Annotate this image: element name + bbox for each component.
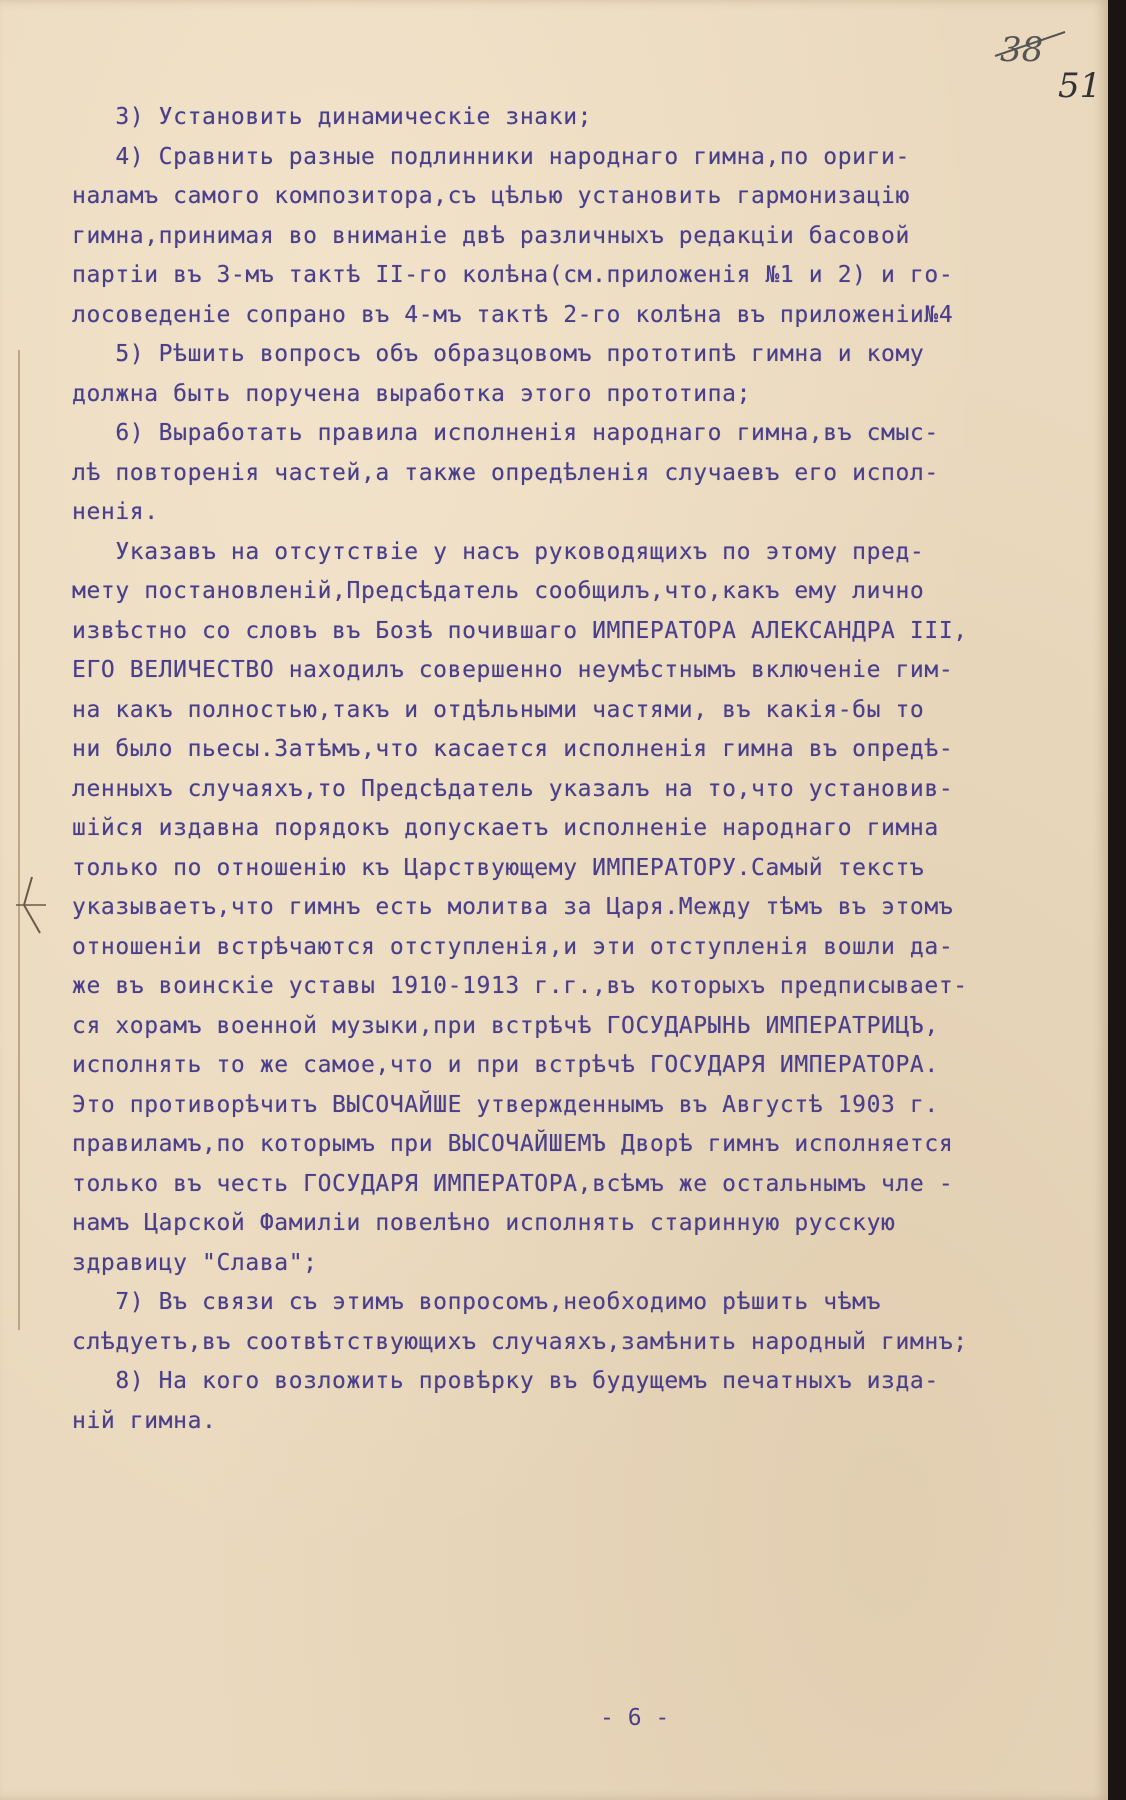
text-line: наламъ самого композитора,съ цѣлью установить гармонизацію [72, 183, 910, 209]
text-line: только по отношенію къ Царствующему ИМПЕРАТОРУ.Самый текстъ [72, 854, 925, 881]
text-line: намъ Царской Фамиліи повелѣно исполнять старинную русскую [72, 1210, 896, 1236]
old-folio-number: 38 [1000, 30, 1044, 70]
text-line: же въ воинскіе уставы 1910-1913 г.г.,въ которыхъ предписывает- [72, 973, 968, 999]
text-line: 3) Установить динамическіе знаки; [72, 104, 593, 130]
typed-body-text [72, 98, 1112, 1441]
text-line: ни было пьесы.Затѣмъ,что касается исполненія гимна въ опредѣ- [72, 736, 954, 762]
text-line: извѣстно со словъ въ Бозѣ почившаго ИМПЕРАТОРА АЛЕКСАНДРА III, [72, 617, 968, 644]
text-line: 7) Въ связи съ этимъ вопросомъ,необходимо рѣшить чѣмъ [72, 1289, 882, 1315]
text-line: ній гимна. [72, 1407, 217, 1434]
text-line: 4) Сравнить разные подлинники народнаго гимна,по ориги- [72, 143, 910, 170]
binding-stitch-icon [10, 875, 50, 935]
text-line: 8) На кого возложить провѣрку въ будущемъ печатныхъ изда- [72, 1368, 939, 1394]
text-line: гимна,принимая во вниманіе двѣ различныхъ редакціи басовой [72, 222, 910, 249]
text-line: исполнять то же самое,что и при встрѣчѣ ГОСУДАРЯ ИМПЕРАТОРА. [72, 1052, 939, 1078]
binding-edge [18, 350, 20, 1330]
text-line: 5) Рѣшить вопросъ объ образцовомъ прототипѣ гимна и кому [72, 341, 925, 367]
folio-number: 51 [1058, 66, 1102, 106]
text-line: слѣдуетъ,въ соотвѣтствующихъ случаяхъ,замѣнить народный гимнъ; [72, 1328, 968, 1355]
text-line: Указавъ на отсутствіе у насъ руководящихъ по этому пред- [72, 538, 925, 565]
text-line: мету постановленій,Предсѣдатель сообщилъ,что,какъ ему лично [72, 578, 925, 604]
text-line: указываетъ,что гимнъ есть молитва за Царя.Между тѣмъ въ этомъ [72, 894, 954, 920]
text-line: ЕГО ВЕЛИЧЕСТВО находилъ совершенно неумѣстнымъ включеніе гим- [72, 657, 954, 683]
text-line: ся хорамъ военной музыки,при встрѣчѣ ГОСУДАРЫНЬ ИМПЕРАТРИЦЪ, [72, 1012, 939, 1039]
text-line: шійся издавна порядокъ допускаетъ исполненіе народнаго гимна [72, 815, 939, 841]
text-line: здравицу "Слава"; [72, 1249, 318, 1276]
text-line: ленныхъ случаяхъ,то Предсѣдатель указалъ на то,что установив- [72, 775, 954, 802]
text-line: только въ честь ГОСУДАРЯ ИМПЕРАТОРА,всѣмъ же остальнымъ чле - [72, 1170, 954, 1197]
text-line: правиламъ,по которымъ при ВЫСОЧАЙШЕМЪ Дворѣ гимнъ исполняется [72, 1131, 954, 1157]
text-line: ненія. [72, 499, 159, 525]
text-line: лѣ повторенія частей,а также опредѣленія случаевъ его испол- [72, 459, 939, 486]
text-line: партіи въ 3-мъ тактѣ II-го колѣна(см.приложенія №1 и 2) и го- [72, 262, 954, 288]
page-number: - 6 - [600, 1705, 670, 1731]
text-line: 6) Выработать правила исполненія народнаго гимна,въ смыс- [72, 420, 939, 446]
text-line: лосоведеніе сопрано въ 4-мъ тактѣ 2-го колѣна въ приложеніи№4 [72, 301, 954, 328]
folio-strikethrough-icon [990, 26, 1070, 66]
text-line: Это противорѣчитъ ВЫСОЧАЙШЕ утвержденнымъ въ Августѣ 1903 г. [72, 1091, 939, 1118]
text-line: на какъ полностью,такъ и отдѣльными частями, въ какія-бы то [72, 696, 925, 723]
text-line: отношеніи встрѣчаются отступленія,и эти отступленія вошли да- [72, 933, 954, 960]
text-line: должна быть поручена выработка этого прототипа; [72, 380, 752, 407]
